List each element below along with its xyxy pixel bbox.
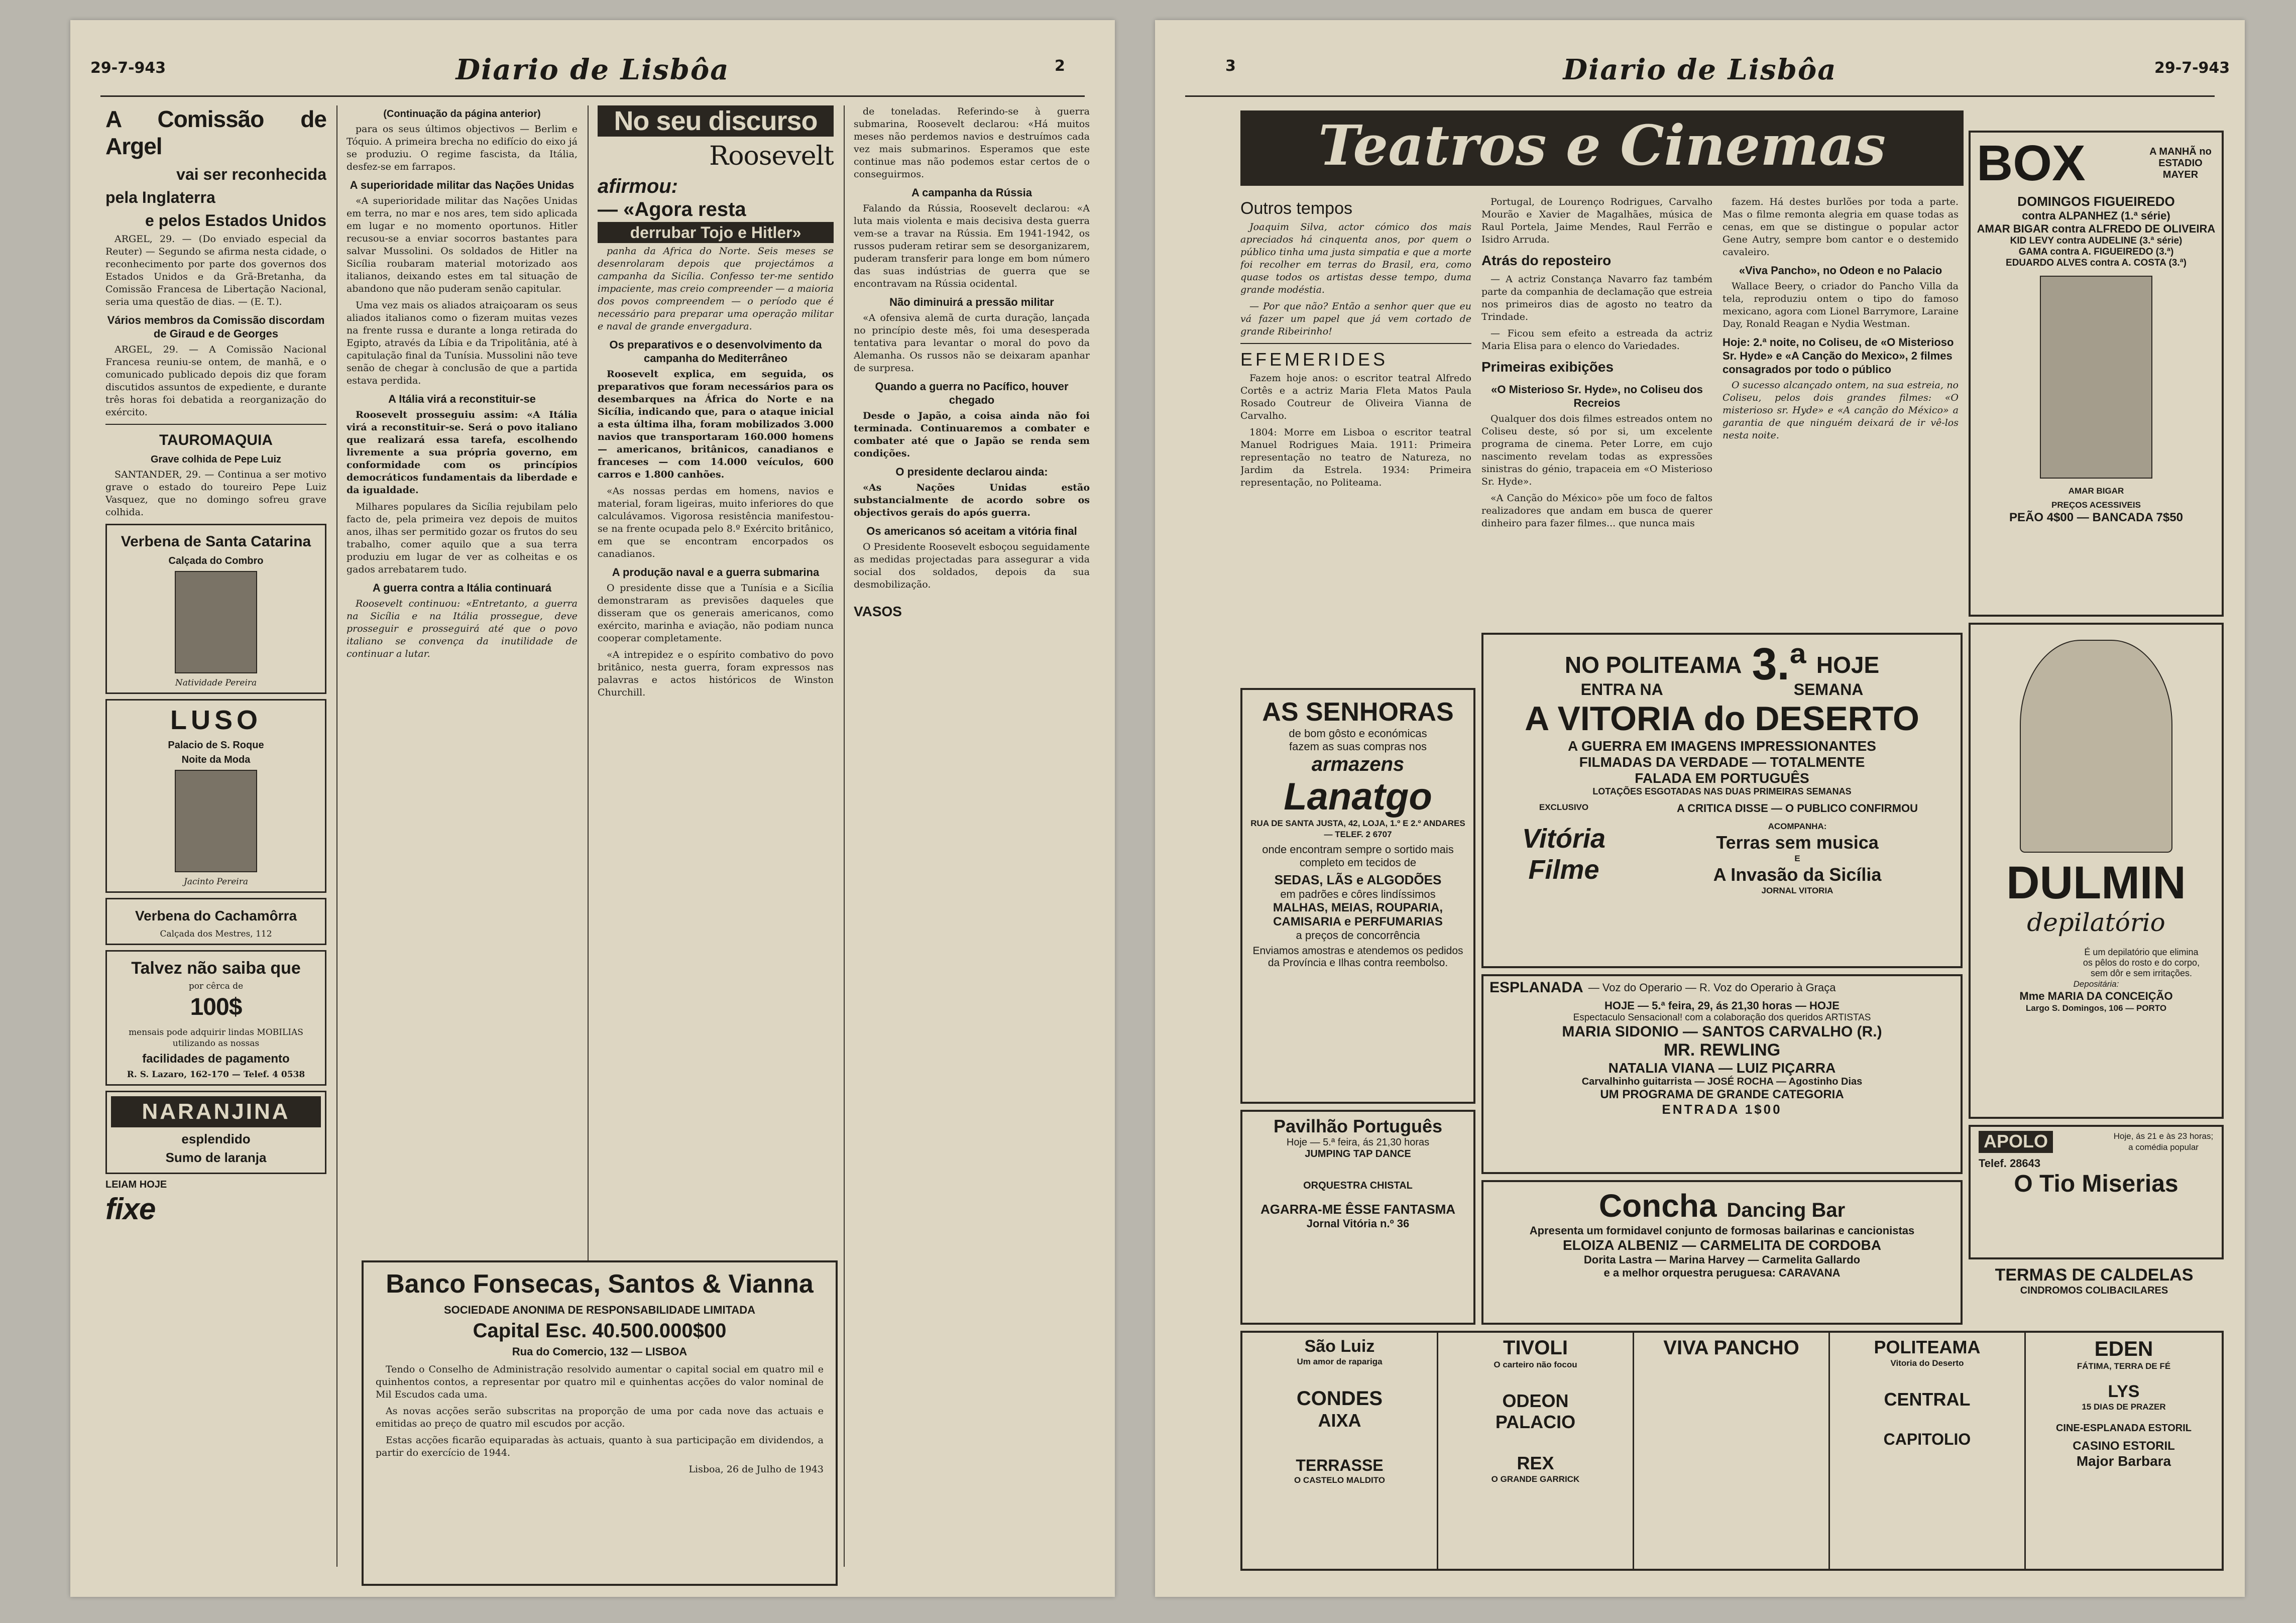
article-paragraph: Qualquer dos dois filmes estreados ontem no Coliseu deste, só por si, um excelente programa de cinema. Peter Lorre, em cujo nascimento revelam todas as expressões sinistras do génio, trapaceia em «O Misterioso Sr. Hyde». <box>1481 413 1712 487</box>
section-heading: A campanha da Rússia <box>911 186 1032 199</box>
article-paragraph: — Por que não? Então a senhor quer que eu vá fazer um papel que já vem cortado de grande Ribeirinho! <box>1240 301 1471 337</box>
article-paragraph: fazem. Há destes burlões por toda a parte. Mas o filme remonta alegria em quase todas as cenas, em que se distingue o popular actor Gene Autry, sempre bom cantor e o destemido cavaleiro. <box>1723 196 1959 258</box>
ad-title: Banco Fonsecas, Santos & Vianna <box>386 1269 814 1299</box>
ad-line: FALADA EM PORTUGUÊS <box>1635 770 1809 786</box>
ad-line: HOJE <box>1816 651 1880 678</box>
luso-ad <box>105 699 326 893</box>
ad-title: TERMAS DE CALDELAS <box>1995 1265 2194 1285</box>
ad-text: por cêrca de <box>188 981 244 991</box>
ad-line: contra ALPANHEZ (1.ª série) <box>2022 209 2170 222</box>
left-date: 29-7-943 <box>90 59 166 77</box>
listing-col <box>2026 1333 2222 1569</box>
right-page-number: 3 <box>1225 57 1236 75</box>
vitoria-filme-logo: Vitória Filme <box>1522 824 1606 885</box>
ad-line: MR. REWLING <box>1663 1040 1781 1060</box>
ad-address: RUA DE SANTA JUSTA, 42, LOJA, 1.º E 2.º ANDARES — TELEF. 2 6707 <box>1250 819 1465 839</box>
headline-roosevelt: Roosevelt <box>709 141 834 171</box>
brand-lanatgo: Lanatgo <box>1284 775 1432 818</box>
right-top-rule <box>1185 95 2215 97</box>
ad-line: Terras sem musica <box>1716 832 1879 853</box>
ad-line: SEMANA <box>1793 680 1864 699</box>
verbena-cachamorra-ad <box>105 898 326 945</box>
section-subheading: Grave colhida de Pepe Luiz <box>150 454 282 465</box>
headline-quote: — «Agora resta <box>598 198 746 220</box>
ad-paragraph: As novas acções serão subscritas na proporção de uma por cada nove das actuais e emitidas ao preço de quatro mil escudos por acção. <box>376 1406 824 1429</box>
article-paragraph: Portugal, de Lourenço Rodrigues, Carvalho Mourão e Xavier de Magalhães, música de Raul Portela, Jaime Mendes, Raul Ferrão e Isidro Arruda. <box>1481 196 1712 245</box>
ad-address: Rua do Comercio, 132 — LISBOA <box>512 1345 687 1358</box>
fixe-logo: fixe <box>105 1192 156 1226</box>
cinema-name: PALACIO <box>1495 1412 1576 1432</box>
article-paragraph: «A Canção do México» põe um foco de faltos realizadores que andam em busca de querer dinheiro para fazer filmes... que nunca mais <box>1481 493 1712 529</box>
article-paragraph: Roosevelt explica, em seguida, os preparativos que foram necessários para os desembarques na África do Norte e na Sicília, indicando que, para o ataque inicial a esta última ilha, foram mobilizados 3.000 navios que transportaram 160.000 homens — americanos, britânicos, canadianos e franceses — com 14.000 veículos, 600 carros e 1.800 canhões. <box>598 369 834 480</box>
subhead: e pelos Estados Unidos <box>145 211 326 229</box>
ad-text: Mme MARIA DA CONCEIÇÃO <box>2019 990 2173 1002</box>
cinema-name: POLITEAMA <box>1874 1337 1981 1357</box>
film-title: Um amor de rapariga <box>1297 1357 1383 1366</box>
dulmin-ad <box>1969 623 2224 1119</box>
left-masthead-title: Diario de Lisbôa <box>455 53 730 86</box>
section-heading: A superioridade militar das Nações Unidas <box>350 179 575 191</box>
article-paragraph: 1804: Morre em Lisboa o escritor teatral Manuel Rodrigues Maia. 1911: Primeira representação no teatro de Natureza, no Jardim da Estrela. 1934: Primeira representação, no Politeama. <box>1240 427 1471 488</box>
ad-line: 3.ª <box>1752 639 1806 689</box>
ad-line: KID LEVY contra AUDELINE (3.ª série) <box>2010 236 2183 246</box>
left-page <box>70 20 1115 1597</box>
left-top-rule <box>100 95 1085 97</box>
right-masthead <box>1155 49 2245 94</box>
photo-caption: AMAR BIGAR <box>2068 486 2124 496</box>
ad-footer: R. S. Lazaro, 162-170 — Telef. 4 0538 <box>127 1070 305 1080</box>
ad-line: NO POLITEAMA <box>1564 651 1742 678</box>
section-heading: Os americanos só aceitam a vitória final <box>866 525 1077 537</box>
ad-line: ENTRADA 1$00 <box>1662 1102 1782 1117</box>
ad-line: fazem as suas compras nos <box>1289 740 1427 753</box>
ad-title: Concha <box>1598 1188 1717 1224</box>
ad-title: BOX <box>1977 135 2086 191</box>
ad-title: Verbena de Santa Catarina <box>121 533 311 550</box>
article-paragraph: «As Nações Unidas estão substancialmente de acordo sobre os objectivos gerais do após guerra. <box>854 482 1090 518</box>
left-col-1 <box>105 105 326 1562</box>
divider <box>105 424 326 425</box>
ad-amount: 100$ <box>190 994 242 1020</box>
esplanada-ad <box>1481 974 1963 1174</box>
column-divider <box>844 105 845 1567</box>
right-col-2 <box>1481 196 1712 688</box>
section-heading: Não diminuirá a pressão militar <box>889 296 1054 308</box>
continuation-note: (Continuação da página anterior) <box>383 108 541 120</box>
ad-text: LEIAM HOJE <box>105 1179 167 1190</box>
ad-line: A GUERRA EM IMAGENS IMPRESSIONANTES <box>1568 738 1876 754</box>
naranjina-ad <box>105 1091 326 1174</box>
ad-line: AGARRA-ME ÊSSE FANTASMA <box>1260 1202 1456 1217</box>
boxer-photo <box>2040 276 2152 479</box>
ad-subtitle: esplendido <box>181 1131 251 1146</box>
ad-line: em padrões e côres lindíssimos <box>1280 888 1436 900</box>
ad-footer: PEÃO 4$00 — BANCADA 7$50 <box>2009 511 2183 524</box>
article-paragraph: «As nossas perdas em homens, navios e material, foram ligeiras, muito inferiores do que calculávamos. Vigorosa resistência manifestou-se na frente ocupada pelo 8.º Exército britânico, em que se encontram encorpados os canadianos. <box>598 486 834 559</box>
article-paragraph: — A actriz Constança Navarro faz também parte da companhia de declamação que estreia nos primeiros dias de agosto no teatro da Trindade. <box>1481 274 1712 322</box>
ad-capital: Capital Esc. 40.500.000$00 <box>473 1320 727 1342</box>
cinema-name: ODEON <box>1502 1390 1569 1411</box>
section-heading: Outros tempos <box>1240 199 1352 218</box>
ad-line: SEDAS, LÃS e ALGODÕES <box>1274 872 1442 887</box>
portrait-photo <box>175 571 257 673</box>
ad-line: Carvalhinho guitarrista — JOSÉ ROCHA — Agostinho Dias <box>1581 1076 1863 1087</box>
article-paragraph: Milhares populares da Sicília rejubilam pelo facto de, pela primeira vez depois de muitos anos, ilhas ser permitido gozar os frutos do seu trabalho, comer aquilo que a sua terra produziu em lugar de ver as colheitas e os gados arrebatarem tudo. <box>347 501 578 575</box>
left-col-3 <box>598 105 834 1250</box>
ad-text: Telef. 28643 <box>1979 1157 2041 1170</box>
mobilias-ad <box>105 950 326 1086</box>
section-heading: A guerra contra a Itália continuará <box>372 582 552 594</box>
ad-footer: PREÇOS ACESSIVEIS <box>2051 500 2141 510</box>
section-heading: Os preparativos e o desenvolvimento da campanha do Mediterrâneo <box>609 338 822 365</box>
ad-signature: Lisboa, 26 de Julho de 1943 <box>688 1464 824 1475</box>
ad-line: Dorita Lastra — Marina Harvey — Carmelita Gallardo <box>1583 1253 1861 1266</box>
divider <box>1240 343 1471 344</box>
ad-line: Espectaculo Sensacional! com a colaboração dos queridos ARTISTAS <box>1573 1012 1871 1023</box>
film-title: 15 DIAS DE PRAZER <box>2082 1402 2166 1412</box>
ad-line: E <box>1794 854 1800 863</box>
ad-text: É um depilatório que elimina os pêlos do rosto e do corpo, sem dôr e sem irritações. <box>2083 947 2200 978</box>
left-masthead <box>70 49 1115 94</box>
ad-line: EXCLUSIVO <box>1539 802 1589 812</box>
portrait-photo <box>175 770 257 872</box>
apolo-ad <box>1969 1125 2224 1259</box>
cinema-name: TERRASSE <box>1296 1456 1384 1474</box>
armazens-lanatgo-ad <box>1240 688 1475 1104</box>
ad-title: Pavilhão Português <box>1273 1116 1443 1136</box>
cinema-name: CONDES <box>1296 1387 1383 1410</box>
brand-armazens: armazens <box>1311 753 1405 775</box>
section-heading: «Viva Pancho», no Odeon e no Palacio <box>1739 264 1942 277</box>
article-paragraph: O sucesso alcançado ontem, na sua estreia, no Coliseu, pelos dois grandes filmes: «O misterioso sr. Hyde» e «A canção do México» a garantia de que ninguém deixará de ir vê-los nesta noite. <box>1723 380 1959 441</box>
right-page <box>1155 20 2245 1597</box>
photo-caption: Natividade Pereira <box>175 678 257 688</box>
ad-show: O Tio Miserias <box>2014 1171 2178 1197</box>
article-paragraph: ARGEL, 29. — A Comissão Nacional Francesa reuniu-se ontem, de manhã, e o comunicado publicado depois diz que foram discutidos assuntos de expediente, e durante três horas foi debatida a reorganização do exército. <box>105 344 326 418</box>
ad-line: a preços de concorrência <box>1296 929 1420 942</box>
ad-line: EDUARDO ALVES contra A. COSTA (3.ª) <box>2006 258 2187 268</box>
right-masthead-title: Diario de Lisbôa <box>1563 53 1837 86</box>
subhead: vai ser reconhecida <box>176 165 326 183</box>
ad-line: FILMADAS DA VERDADE — TOTALMENTE <box>1579 754 1865 770</box>
cinema-listings <box>1240 1331 2224 1571</box>
ad-line: ACOMPANHA: <box>1768 822 1827 831</box>
ad-line: HOJE — 5.ª feira, 29, ás 21,30 horas — HOJE <box>1604 999 1840 1012</box>
ad-text: Depositária: <box>2073 979 2119 989</box>
section-heading: Vários membros da Comissão discordam de Giraud e de Georges <box>107 314 325 340</box>
ad-text: Largo S. Domingos, 106 — PORTO <box>2025 1003 2167 1013</box>
film-title: Vitoria do Deserto <box>1890 1358 1964 1368</box>
article-paragraph: Wallace Beery, o criador do Pancho Villa da tela, reproduziu ontem o tipo do famoso mexicano, agora com Lionel Barrymore, Laraine Day, Ronald Reagan e Nydia Westman. <box>1723 281 1959 329</box>
cinema-name: TIVOLI <box>1503 1337 1568 1359</box>
section-heading: Quando a guerra no Pacífico, houver chegado <box>875 380 1069 406</box>
ad-title: APOLO <box>1979 1131 2053 1153</box>
cinema-name: CAPITOLIO <box>1883 1430 1971 1448</box>
box-ad <box>1969 131 2224 617</box>
ad-line: NATALIA VIANA — LUIZ PIÇARRA <box>1608 1060 1836 1076</box>
film-title: O GRANDE GARRICK <box>1491 1474 1580 1484</box>
right-col-3 <box>1723 196 1959 628</box>
article-paragraph: «A ofensiva alemã de curta duração, lançada no princípio deste mês, foi uma desesperada tentativa para levantar o moral do povo da Alemanha. Os russos não se deixaram apanhar de surpresa. <box>854 312 1090 374</box>
cinema-name: CINE-ESPLANADA ESTORIL <box>2055 1423 2192 1434</box>
section-heading: Atrás do reposteiro <box>1481 253 1612 268</box>
ad-subtitle: Sumo de laranja <box>165 1150 267 1165</box>
ad-title: AS SENHORAS <box>1262 698 1454 727</box>
article-paragraph: Roosevelt prosseguiu assim: «A Itália virá a reconstituir-se. Será o povo italiano que realizará essa tarefa, escolhendo livremente a sua própria governo, em conformidade com os princípios democráticos fundamentais da liberdade e da igualdade. <box>347 409 578 496</box>
headline-afirmou: afirmou: <box>598 175 678 197</box>
ad-subtitle: Noite da Moda <box>181 754 251 765</box>
article-paragraph: Desde o Japão, a coisa ainda não foi terminada. Continuaremos a combater e combater até que o Japão se renda sem condições. <box>854 410 1090 459</box>
headline-argel: A Comissão de Argel <box>105 106 326 159</box>
ad-line: MALHAS, MEIAS, ROUPARIA, CAMISARIA e PERFUMARIAS <box>1273 901 1443 929</box>
ad-line: Apresenta um formidavel conjunto de formosas bailarinas e cancionistas <box>1529 1224 1915 1237</box>
ad-title: Dancing Bar <box>1727 1199 1846 1221</box>
ad-line: A CRITICA DISSE — O PUBLICO CONFIRMOU <box>1677 802 1918 815</box>
cinema-name: CASINO ESTORIL <box>2073 1439 2175 1453</box>
ad-subtitle: depilatório <box>2027 908 2165 937</box>
politeama-vitoria-deserto-ad <box>1481 633 1963 968</box>
ad-line: de bom gôsto e económicas <box>1289 727 1427 740</box>
headline-quote: derrubar Tojo e Hitler» <box>598 222 834 243</box>
vasos-ad: VASOS <box>854 604 902 619</box>
article-paragraph: «A superioridade militar das Nações Unidas em terra, no mar e nos ares, tem sido aplicada em lugar e no momento oportunos. Hitler recusou-se a enviar socorros bastantes para salvar Mussolini. Os soldados de Hitler na Sicília roubaram material motorizado aos italianos, deixando estes em tal situação de abandono que não puderam senão capitular. <box>347 195 578 294</box>
ad-line: A Invasão da Sicília <box>1713 864 1882 885</box>
pavilhao-portugues-ad <box>1240 1110 1475 1325</box>
ad-subtitle: Calçada do Combro <box>168 555 264 566</box>
listing-col <box>1242 1333 1438 1569</box>
article-paragraph: panha da Africa do Norte. Seis meses se desenrolaram depois que projectámos a campanha da Sicília. Confesso ter-me sentido impaciente, mas creio compreender — a maioria dos povos compreendem — o período que é necessário para preparar uma operação militar e naval de grande envergadura. <box>598 246 834 332</box>
article-paragraph: Falando da Rússia, Roosevelt declarou: «A luta mais violenta e mais decisiva desta guerra vem-se a travar na Rússia. Em 1941-1942, os russos puderam retirar sem se desorganizarem, puderam transferir para longe em bom número das suas indústrias de guerra que se encontravam na Rússia ocidental. <box>854 203 1090 289</box>
film-title: AIXA <box>1318 1410 1361 1431</box>
column-divider <box>336 105 337 1567</box>
ad-title: NARANJINA <box>111 1096 321 1127</box>
film-title: VIVA PANCHO <box>1663 1337 1799 1359</box>
ad-subtitle: Palacio de S. Roque <box>168 740 264 751</box>
ad-line: DOMINGOS FIGUEIREDO <box>2017 194 2175 209</box>
article-paragraph: O Presidente Roosevelt esboçou seguidamente as medidas projectadas para assegurar a vida social dos soldados, depois da sua desmobilização. <box>854 541 1090 590</box>
ad-title: Talvez não saiba que <box>131 959 301 978</box>
concha-dancing-bar-ad <box>1481 1180 1963 1325</box>
banco-fonsecas-ad <box>362 1260 838 1586</box>
listing-col <box>1438 1333 1634 1569</box>
photo-caption: Jacinto Pereira <box>184 877 248 887</box>
cinema-name: CENTRAL <box>1884 1389 1971 1410</box>
ad-line: Hoje — 5.ª feira, ás 21,30 horas <box>1286 1137 1430 1148</box>
section-heading: Hoje: 2.ª noite, no Coliseu, de «O Misterioso Sr. Hyde» e «A Canção do Mexico», 2 filmes consagrados por todo o público <box>1723 336 1954 376</box>
ad-text: Hoje, ás 21 e às 23 horas; a comédia popular <box>2113 1131 2214 1152</box>
right-col-1 <box>1240 196 1471 698</box>
ad-line: onde encontram sempre o sortido mais completo em tecidos de <box>1262 843 1454 869</box>
ad-text: facilidades de pagamento <box>142 1052 290 1066</box>
ad-line: — Voz do Operario — R. Voz do Operario à Graça <box>1588 981 1836 994</box>
left-page-number: 2 <box>1055 57 1065 75</box>
section-heading: TAUROMAQUIA <box>159 432 273 448</box>
ad-title: LUSO <box>170 705 262 735</box>
listing-col <box>1830 1333 2026 1569</box>
cinema-name: REX <box>1517 1453 1554 1473</box>
ad-title: DULMIN <box>2006 857 2186 908</box>
ad-text: mensais pode adquirir lindas MOBILIAS utilizando as nossas <box>129 1027 303 1049</box>
article-paragraph: SANTANDER, 29. — Continua a ser motivo grave o estado do toureiro Pepe Luiz Vasquez, que no domingo sofreu grave colhida. <box>105 469 326 518</box>
verbena-santa-catarina-ad <box>105 524 326 694</box>
cinema-name: São Luiz <box>1304 1337 1375 1356</box>
ad-line: MARIA SIDONIO — SANTOS CARVALHO (R.) <box>1562 1023 1882 1040</box>
cinema-name: EDEN <box>2094 1337 2153 1360</box>
ad-subtitle: SOCIEDADE ANONIMA DE RESPONSABILIDADE LIMITADA <box>443 1304 756 1316</box>
ad-line: ORQUESTRA CHISTAL <box>1303 1180 1413 1191</box>
ad-line: ELOIZA ALBENIZ — CARMELITA DE CORDOBA <box>1562 1237 1882 1253</box>
ad-paragraph: Estas acções ficarão equiparadas às actuais, quanto à sua participação em dividendos, a partir do exercício de 1944. <box>376 1435 824 1458</box>
ad-title: ESPLANADA <box>1489 979 1583 996</box>
ad-line: GAMA contra A. FIGUEIREDO (3.ª) <box>2018 247 2174 257</box>
ad-line: ENTRA NA <box>1580 680 1663 699</box>
ad-line: UM PROGRAMA DE GRANDE CATEGORIA <box>1600 1088 1844 1101</box>
left-col-4 <box>854 105 1090 1562</box>
woman-illustration <box>2020 640 2172 853</box>
listing-col <box>1634 1333 1830 1569</box>
teatros-cinemas-banner: Teatros e Cinemas <box>1240 110 1964 186</box>
ad-side: A MANHÃ no ESTADIO MAYER <box>2149 146 2212 180</box>
ad-line: LOTAÇÕES ESGOTADAS NAS DUAS PRIMEIRAS SEMANAS <box>1592 786 1852 796</box>
ad-line: JORNAL VITORIA <box>1761 886 1833 895</box>
subhead: pela Inglaterra <box>105 188 215 206</box>
ad-line: JUMPING TAP DANCE <box>1305 1148 1411 1160</box>
cinema-name: LYS <box>2108 1382 2140 1401</box>
ad-title: Verbena do Cachamôrra <box>135 908 297 923</box>
article-paragraph: «A intrepidez e o espírito combativo do povo britânico, nesta guerra, foram expressos nas palavras e actos históricos de Winston Churchill. <box>598 649 834 698</box>
article-paragraph: Roosevelt continuou: «Entretanto, a guerra na Sicília e na Itália prossegue, deve prosseguir e prosseguirá até que o povo italiano se convença da inutilidade de continuar a lutar. <box>347 598 578 659</box>
section-heading: EFEMERIDES <box>1240 349 1389 370</box>
termas-caldelas-ad <box>1969 1260 2220 1321</box>
article-paragraph: Fazem hoje anos: o escritor teatral Alfredo Cortês e a actriz Maria Fleta Matos Paula Rosado Coutreur de Oliveira Vianna de Carvalho. <box>1240 373 1471 421</box>
film-title: O CASTELO MALDITO <box>1294 1475 1385 1485</box>
right-date: 29-7-943 <box>2154 59 2230 77</box>
article-paragraph: ARGEL, 29. — (Do enviado especial da Reuter) — Segundo se afirma nesta cidade, o reconhecimento por parte dos governos dos Estados Unidos e da Grã-Bretanha, da Comissão Francesa de Libertação Nacional, seria uma questão de dias. — (E. T.). <box>105 234 326 307</box>
article-paragraph: Uma vez mais os aliados atraiçoaram os seus aliados italianos como o fizeram muitas vezes na frente russa e durante a longa retirada do Egipto, através da Líbia e da Tripolitânia, até à capitulação final da Tunísia. Mussolini não teve senão de chegar à conclusão de que a partida estava perdida. <box>347 300 578 386</box>
ad-paragraph: Tendo o Conselho de Administração resolvido aumentar o capital social em quatro mil e quinhentos contos, a representar por quatro mil e quinhentas acções do valor nominal de Mil Escudos cada uma. <box>376 1364 824 1400</box>
article-paragraph: — Ficou sem efeito a estreada da actriz Maria Elisa para o elenco do Variedades. <box>1481 328 1712 352</box>
left-col-2 <box>347 105 578 1250</box>
ad-line: e a melhor orquestra peruguesa: CARAVANA <box>1603 1266 1841 1279</box>
article-paragraph: para os seus últimos objectivos — Berlim e Tóquio. A primeira brecha no edifício do eixo já se produziu. O regime fascista, da Itália, desfez-se em farrapos. <box>347 124 578 172</box>
ad-line: AMAR BIGAR contra ALFREDO DE OLIVEIRA <box>1977 222 2216 235</box>
section-subheading: «O Misterioso Sr. Hyde», no Coliseu dos Recreios <box>1491 383 1703 409</box>
article-paragraph: O presidente disse que a Tunísia e a Sicília demonstraram as previsões daqueles que disseram que os generais americanos, como exército, marinha e aviação, não podiam nunca cooperar completamente. <box>598 583 834 644</box>
section-heading: A Itália virá a reconstituir-se <box>388 393 536 405</box>
headline-discurso: No seu discurso <box>598 105 834 137</box>
film-title: O carteiro não focou <box>1494 1360 1577 1369</box>
section-heading: A produção naval e a guerra submarina <box>612 566 820 578</box>
ad-subtitle: Calçada dos Mestres, 112 <box>160 929 272 939</box>
ad-line: Enviamos amostras e atendemos os pedidos da Província e Ilhas contra reembolso. <box>1252 945 1463 969</box>
ad-line: Jornal Vitória n.º 36 <box>1306 1217 1410 1230</box>
ad-text: CINDROMOS COLIBACILARES <box>2020 1285 2168 1296</box>
section-heading: O presidente declarou ainda: <box>895 466 1048 478</box>
article-paragraph: Joaquim Silva, actor cómico dos mais apreciados há cinquenta anos, por quem o público tinha uma justa simpatia e que a morte foi recolher em terras do Brasil, era, como quase todos os artistas desse tempo, duma grande modéstia. <box>1240 221 1471 295</box>
film-title: Major Barbara <box>2076 1453 2171 1469</box>
film-title: FÁTIMA, TERRA DE FÉ <box>2077 1361 2171 1371</box>
ad-title: A VITORIA do DESERTO <box>1525 700 1919 738</box>
section-heading: Primeiras exibições <box>1481 359 1614 375</box>
article-paragraph: de toneladas. Referindo-se à guerra submarina, Roosevelt declarou: «Há muitos meses não perdemos navios e destruímos cada vez mais submarinos. Esperamos que este continue mas não podemos estar certos de o conseguirmos. <box>854 106 1090 180</box>
